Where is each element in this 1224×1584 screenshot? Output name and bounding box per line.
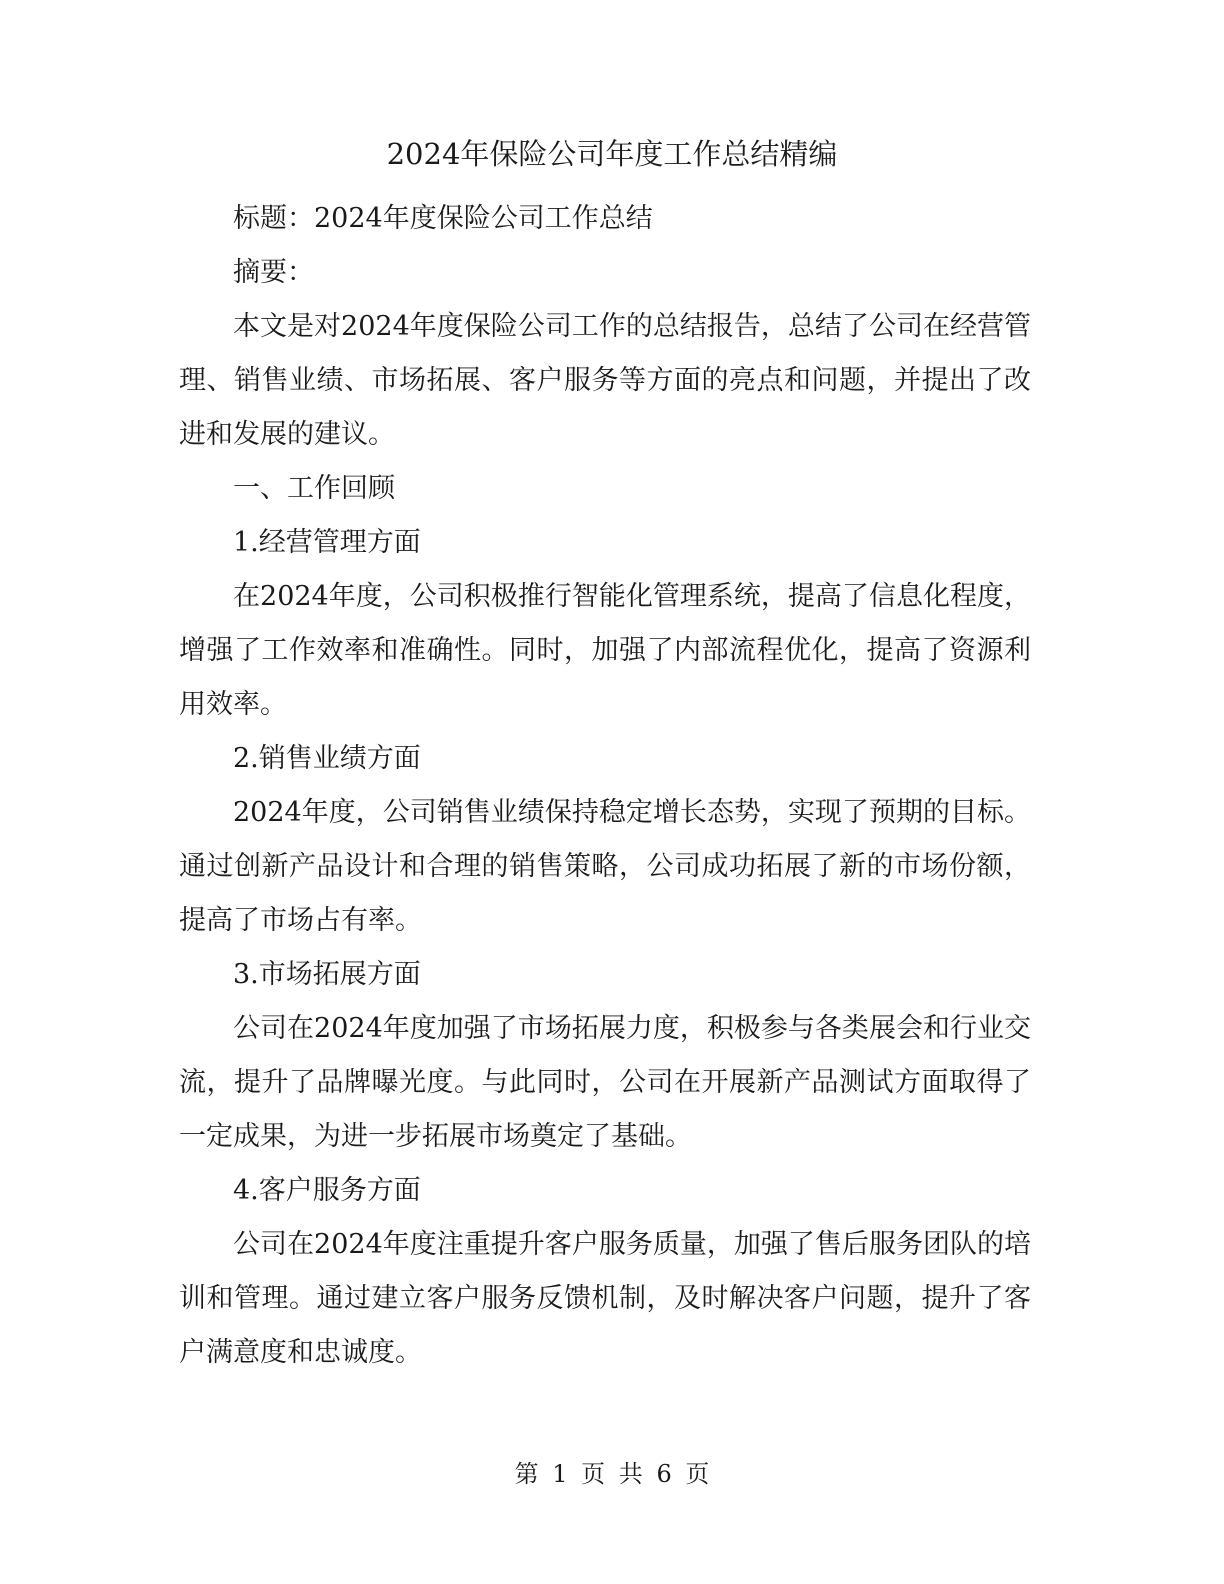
item-heading-service: 4.客户服务方面 (233, 1175, 421, 1206)
abstract-paragraph: 本文是对2024年度保险公司工作的总结报告，总结了公司在经营管理、销售业绩、市场拓展、客户服务等方面的亮点和问题，并提出了改进和发展的建议。 (179, 311, 1031, 450)
section-heading: 一、工作回顾 (233, 473, 395, 504)
item-heading-sales: 2.销售业绩方面 (233, 743, 421, 774)
item-paragraph-sales: 2024年度，公司销售业绩保持稳定增长态势，实现了预期的目标。通过创新产品设计和合理的销售策略，公司成功拓展了新的市场份额，提高了市场占有率。 (179, 797, 1031, 936)
document-body (179, 192, 1031, 1380)
item-heading-management: 1.经营管理方面 (233, 527, 421, 558)
item-heading-market: 3.市场拓展方面 (233, 959, 421, 990)
document-title: 2024年保险公司年度工作总结精编 (386, 137, 838, 171)
abstract-label: 摘要： (233, 257, 314, 288)
document-subtitle: 标题：2024年度保险公司工作总结 (233, 203, 653, 234)
page-number-footer: 第 1 页 共 6 页 (514, 1460, 710, 1488)
item-paragraph-market: 公司在2024年度加强了市场拓展力度，积极参与各类展会和行业交流，提升了品牌曝光度。与此同时，公司在开展新产品测试方面取得了一定成果，为进一步拓展市场奠定了基础。 (179, 1013, 1031, 1152)
item-paragraph-management: 在2024年度，公司积极推行智能化管理系统，提高了信息化程度，增强了工作效率和准确性。同时，加强了内部流程优化，提高了资源利用效率。 (179, 581, 1031, 720)
item-paragraph-service: 公司在2024年度注重提升客户服务质量，加强了售后服务团队的培训和管理。通过建立客户服务反馈机制，及时解决客户问题，提升了客户满意度和忠诚度。 (179, 1229, 1031, 1368)
